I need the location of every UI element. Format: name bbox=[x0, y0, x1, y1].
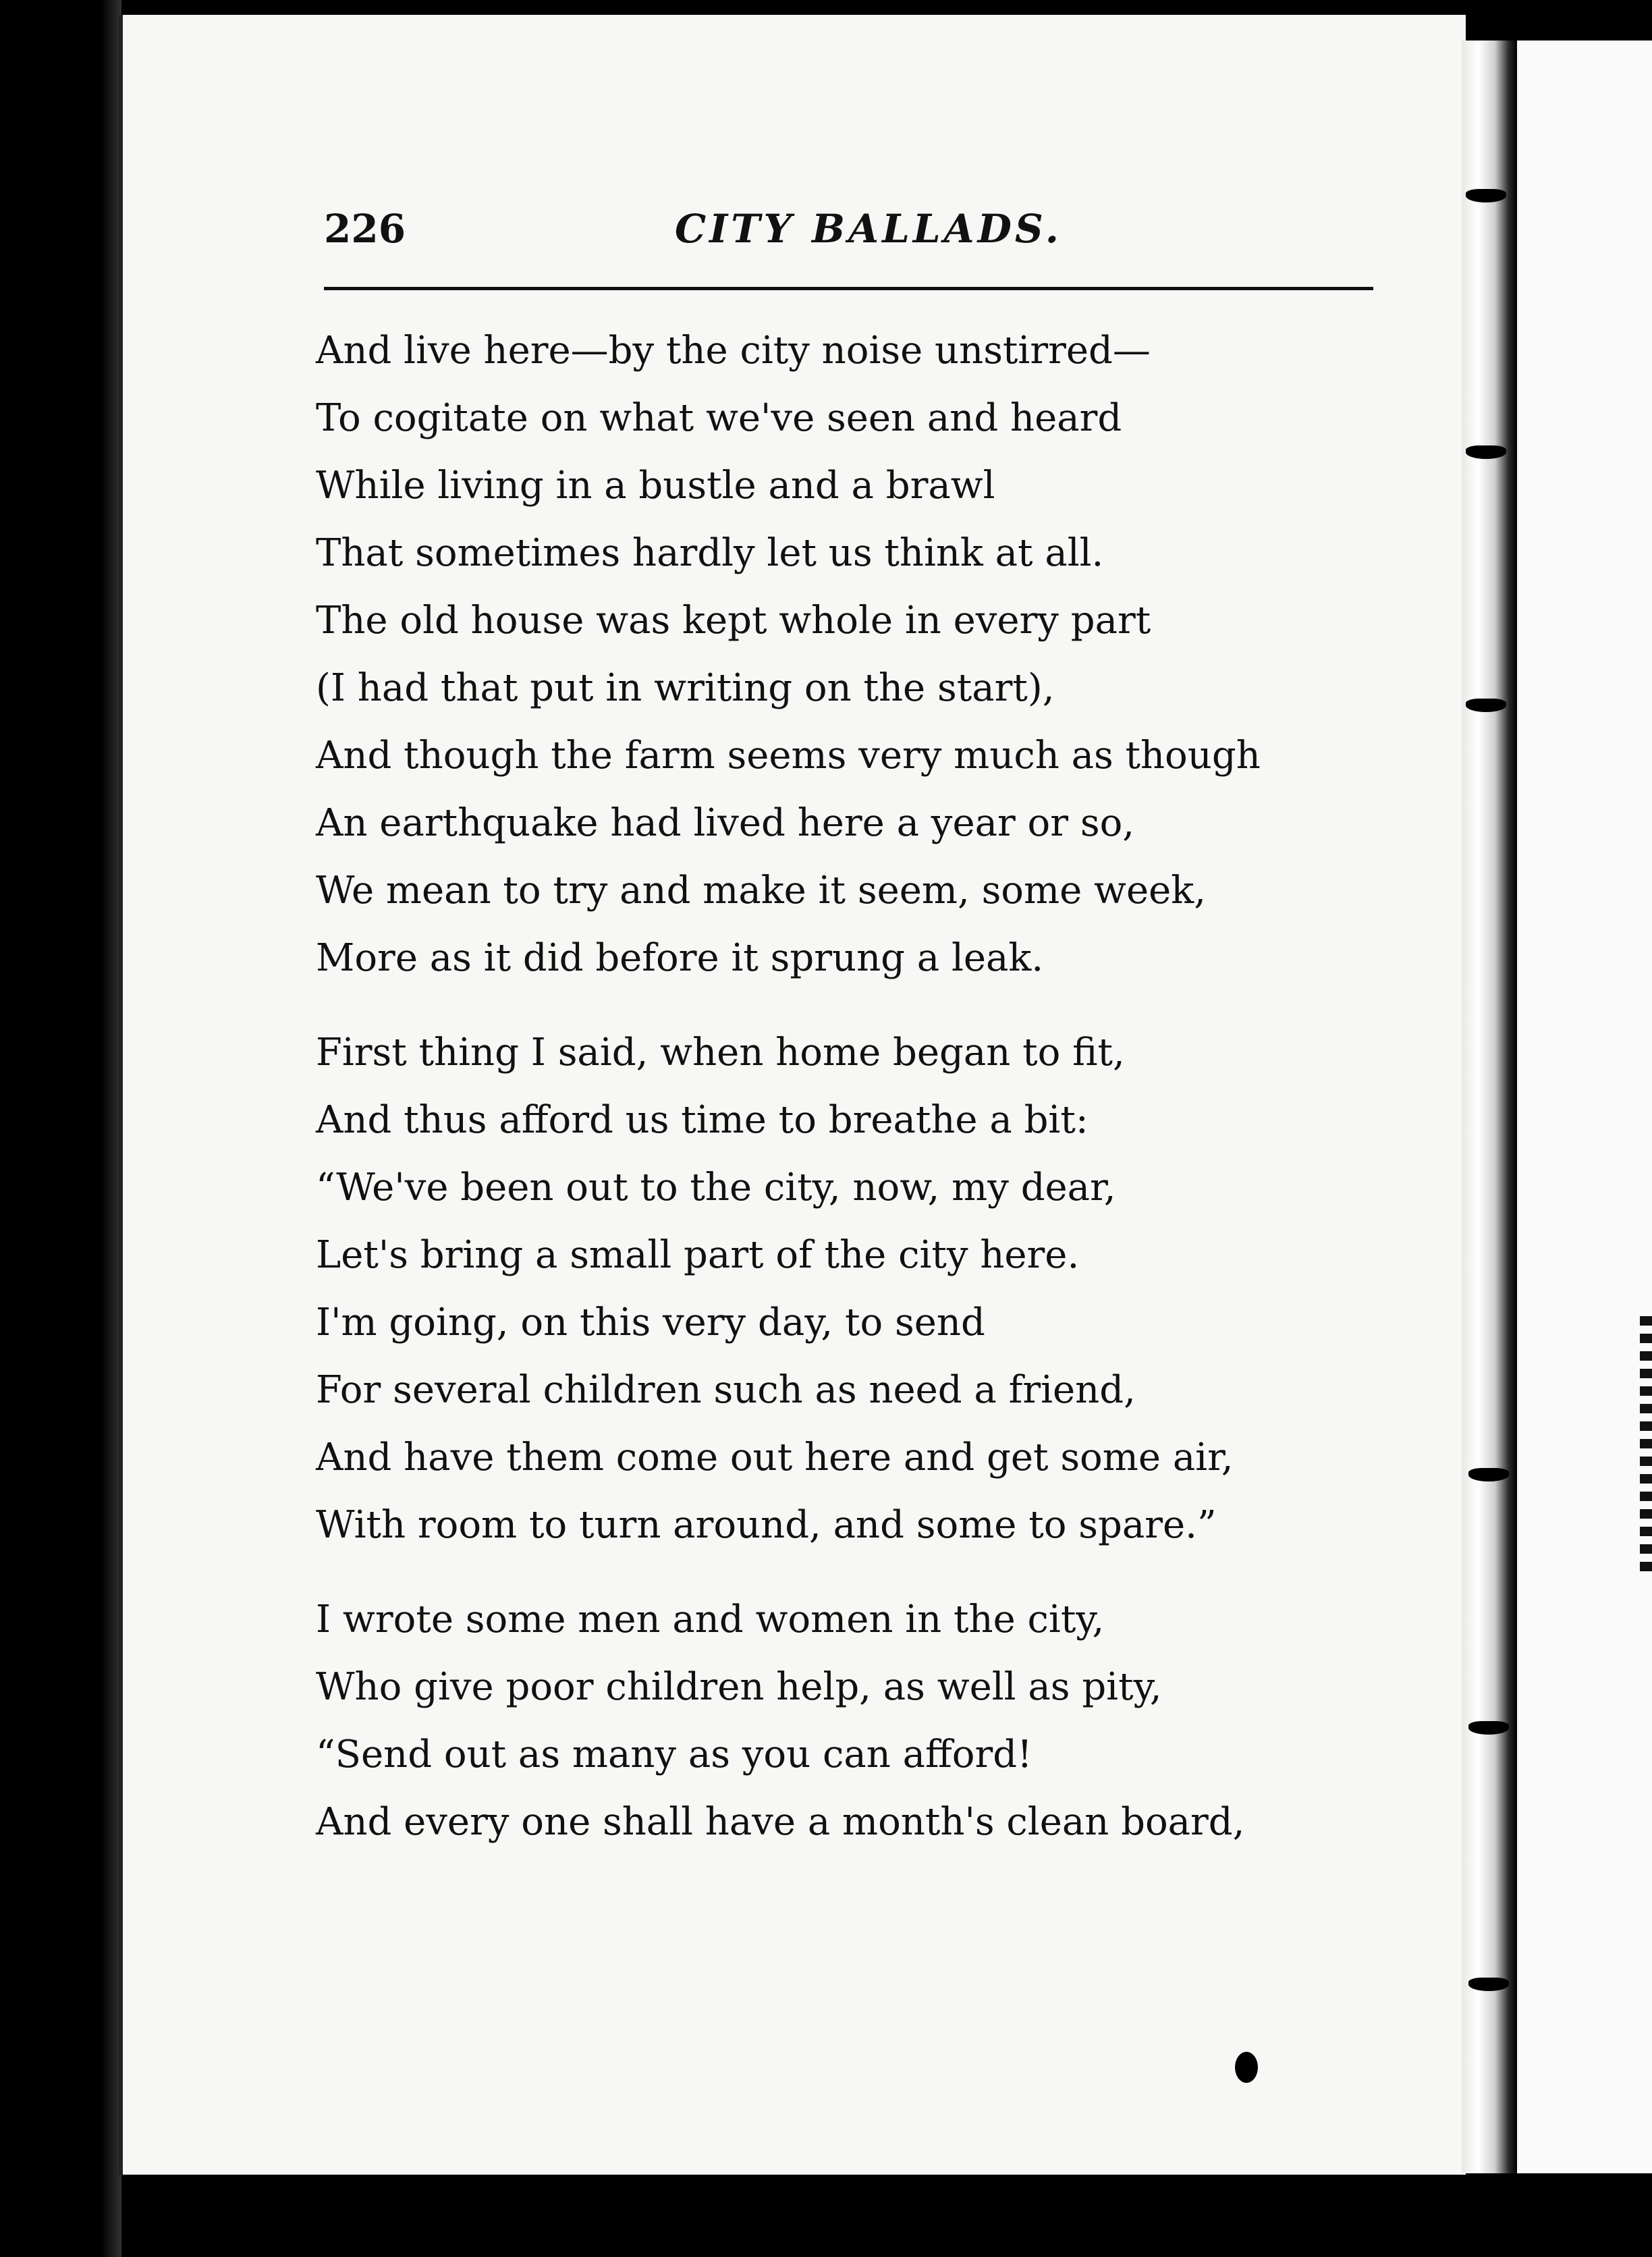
binding-mark bbox=[1468, 1978, 1509, 1991]
binding-mark bbox=[1468, 1721, 1509, 1735]
poem-line: First thing I said, when home began to fit, bbox=[316, 1031, 1125, 1075]
stanza bbox=[316, 317, 1463, 992]
poem-line: And every one shall have a month's clean board, bbox=[316, 1800, 1245, 1844]
poem-line: With room to turn around, and some to spare.” bbox=[316, 1503, 1217, 1547]
poem-line: An earthquake had lived here a year or so, bbox=[316, 801, 1135, 845]
binding-mark bbox=[1466, 699, 1506, 712]
poem-line: And though the farm seems very much as though bbox=[316, 734, 1261, 778]
poem-line: And have them come out here and get some air, bbox=[316, 1436, 1234, 1479]
poem-line: And live here—by the city noise unstirred— bbox=[316, 329, 1151, 373]
binding-mark bbox=[1466, 445, 1506, 459]
facing-page-edge bbox=[1517, 40, 1652, 2173]
ink-blot bbox=[1235, 2052, 1258, 2083]
poem-line: While living in a bustle and a brawl bbox=[316, 464, 995, 508]
stanza bbox=[316, 1019, 1463, 1559]
poem-line: To cogitate on what we've seen and heard bbox=[316, 396, 1122, 440]
poem-line: More as it did before it sprung a leak. bbox=[316, 936, 1044, 980]
poem-line: The old house was kept whole in every part bbox=[316, 599, 1151, 643]
stanza bbox=[316, 1586, 1463, 1856]
poem-line: (I had that put in writing on the start), bbox=[316, 666, 1055, 710]
running-title: CITY BALLADS. bbox=[675, 206, 1062, 252]
page-number: 226 bbox=[324, 206, 406, 252]
binding-mark bbox=[1468, 1468, 1509, 1481]
poem-line: Let's bring a small part of the city here. bbox=[316, 1233, 1080, 1277]
poem-line: “We've been out to the city, now, my dear, bbox=[316, 1166, 1116, 1209]
poem-line: We mean to try and make it seem, some week, bbox=[316, 869, 1207, 913]
book-gutter bbox=[1462, 40, 1517, 2173]
poem-body bbox=[316, 317, 1463, 1883]
binding-mark bbox=[1466, 189, 1506, 202]
poem-line: That sometimes hardly let us think at all. bbox=[316, 531, 1104, 575]
poem-line: I'm going, on this very day, to send bbox=[316, 1301, 985, 1344]
poem-line: And thus afford us time to breathe a bit: bbox=[316, 1098, 1089, 1142]
poem-line: For several children such as need a friend, bbox=[316, 1368, 1136, 1412]
poem-line: I wrote some men and women in the city, bbox=[316, 1598, 1105, 1641]
poem-line: “Send out as many as you can afford! bbox=[316, 1733, 1032, 1776]
page-header bbox=[324, 206, 1377, 260]
header-rule bbox=[324, 287, 1373, 290]
poem-line: Who give poor children help, as well as pity, bbox=[316, 1665, 1162, 1709]
facing-page-text-fragment bbox=[1640, 1316, 1652, 1573]
